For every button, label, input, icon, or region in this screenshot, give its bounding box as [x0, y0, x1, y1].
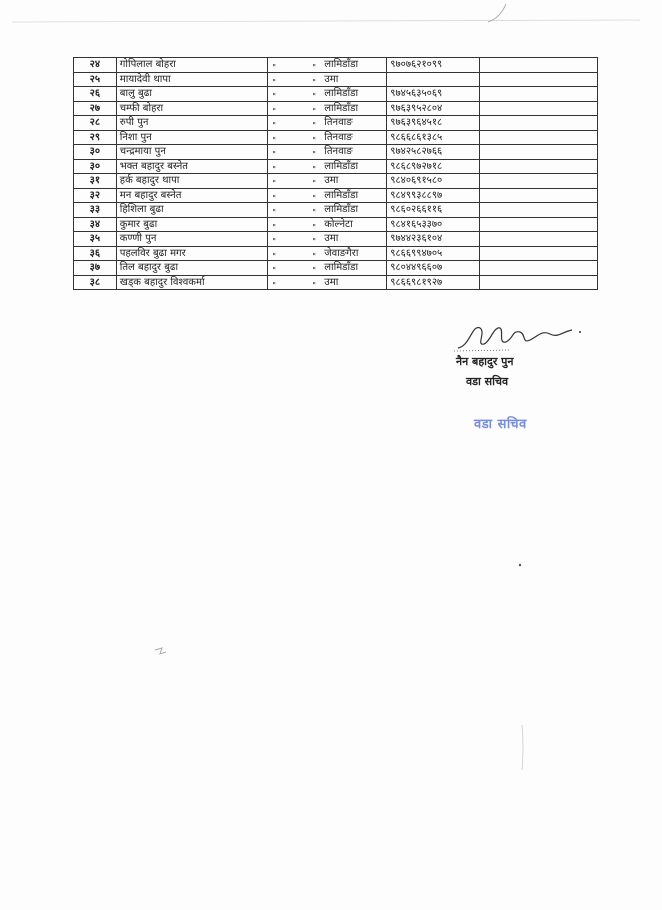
ditto-mark: ": [272, 106, 276, 116]
person-name: मायादेवी थापा: [116, 72, 267, 87]
phone-number: ९७४५६३५०६९: [387, 87, 480, 102]
ditto-mark: ": [312, 63, 316, 72]
empty-cell: [479, 246, 597, 261]
roster-body: [74, 58, 598, 290]
address-cell: [268, 116, 387, 131]
empty-cell: [479, 101, 597, 116]
serial-number: २६: [74, 87, 117, 102]
header-rule-marks: [0, 0, 662, 40]
place-name: लामिडाँडा: [324, 189, 359, 201]
place-name: कोल्नेटा: [324, 218, 353, 230]
place-name: उमा: [324, 175, 339, 186]
serial-number: २५: [74, 72, 117, 87]
table-row: [74, 130, 598, 145]
ditto-mark: ": [272, 222, 276, 232]
serial-number: ३०: [74, 159, 117, 174]
address-cell: [268, 101, 387, 116]
table-row: [74, 217, 598, 232]
ditto-mark: ": [272, 63, 276, 72]
ditto-mark: ": [272, 280, 276, 290]
empty-cell: [479, 87, 597, 102]
table-row: [74, 101, 598, 116]
person-name: कुमार बुढा: [116, 217, 267, 232]
table-row: [74, 203, 598, 218]
phone-number: ९७०७६२१०९९: [387, 58, 480, 73]
place-name: लामिडाँडा: [324, 204, 359, 215]
empty-cell: [479, 275, 597, 290]
serial-number: २८: [74, 116, 117, 131]
ditto-mark: ": [312, 135, 316, 145]
scratch-mark: [512, 720, 532, 780]
ditto-mark: ": [312, 179, 316, 188]
person-name: रुपी पुन: [116, 116, 267, 131]
ditto-mark: ": [312, 237, 316, 246]
ditto-mark: ": [272, 135, 276, 145]
person-name: भक्त बहादुर बस्नेत: [116, 159, 267, 174]
empty-cell: [479, 145, 597, 160]
empty-cell: [479, 232, 597, 247]
place-name: जेवाङगैरा: [324, 247, 359, 259]
ditto-mark: ": [272, 92, 276, 101]
table-row: [74, 188, 598, 203]
serial-number: ३७: [74, 261, 117, 276]
table-row: [74, 261, 598, 276]
ditto-mark: ": [272, 237, 276, 246]
ditto-mark: ": [272, 150, 276, 159]
ditto-mark: ": [272, 193, 276, 203]
ditto-mark: ": [312, 251, 316, 261]
address-cell: [268, 72, 387, 87]
ditto-mark: ": [312, 106, 316, 116]
serial-number: ३४: [74, 217, 117, 232]
address-cell: [268, 87, 387, 102]
phone-number: ९७६३९५२८०४: [387, 101, 480, 116]
serial-number: ३१: [74, 174, 117, 189]
person-name: पहलविर बुढा मगर: [116, 246, 267, 261]
place-name: लामिडाँडा: [324, 102, 359, 114]
empty-cell: [479, 261, 597, 276]
phone-number: ९८६८९७२७१८: [387, 159, 480, 174]
ditto-mark: ": [312, 193, 316, 203]
phone-number: ९८४९९३८८९७: [387, 188, 480, 203]
empty-cell: [479, 116, 597, 131]
ditto-mark: ": [312, 208, 316, 217]
place-name: उमा: [324, 233, 339, 244]
serial-number: ३६: [74, 246, 117, 261]
ditto-mark: ": [312, 92, 316, 101]
address-cell: [268, 217, 387, 232]
ditto-mark: ": [272, 179, 276, 188]
table-row: [74, 72, 598, 87]
ditto-mark: ": [312, 222, 316, 232]
smudge-mark: [150, 640, 180, 660]
table-row: [74, 232, 598, 247]
place-name: लामिडाँडा: [324, 59, 359, 70]
empty-cell: [479, 72, 597, 87]
phone-number: ९८६६९९४७०५: [387, 246, 480, 261]
address-cell: [268, 203, 387, 218]
ditto-mark: ": [312, 266, 316, 275]
address-cell: [268, 58, 387, 73]
ditto-mark: ": [312, 77, 316, 87]
phone-number: ९८६६९८१९२७: [387, 275, 480, 290]
empty-cell: [479, 203, 597, 218]
phone-number: ९८०४४९६६०७: [387, 261, 480, 276]
empty-cell: [479, 188, 597, 203]
phone-number: ९७६३९६४५१८: [387, 116, 480, 131]
phone-number: ९७४२५८२७६६: [387, 145, 480, 160]
address-cell: [268, 261, 387, 276]
phone-number: ९८६०२६६११६: [387, 203, 480, 218]
empty-cell: [479, 217, 597, 232]
roster-table: [73, 57, 598, 290]
serial-number: २९: [74, 130, 117, 145]
person-name: चम्फी बोहरा: [116, 101, 267, 116]
empty-cell: [479, 159, 597, 174]
signature-scribble: [450, 318, 600, 354]
ward-secretary-stamp: वडा सचिव: [474, 417, 527, 432]
person-name: हिशिला बुढा: [116, 203, 267, 218]
address-cell: [268, 174, 387, 189]
ditto-mark: ": [312, 121, 316, 130]
serial-number: २७: [74, 101, 117, 116]
person-name: खड्क बहादुर विश्वकर्मा: [116, 275, 267, 290]
address-cell: [268, 159, 387, 174]
person-name: कण्णी पुन: [116, 232, 267, 247]
phone-number: ९८४०६९१५८०: [387, 174, 480, 189]
ditto-mark: ": [272, 266, 276, 275]
place-name: तिनवाङ: [324, 131, 353, 143]
ditto-mark: ": [272, 77, 276, 87]
empty-cell: [479, 58, 597, 73]
serial-number: ३८: [74, 275, 117, 290]
table-row: [74, 174, 598, 189]
serial-number: ३३: [74, 203, 117, 218]
ditto-mark: ": [312, 164, 316, 174]
person-name: हर्क बहादुर थापा: [116, 174, 267, 189]
person-name: बालु बुढा: [116, 87, 267, 102]
person-name: मन बहादुर बस्नेत: [116, 188, 267, 203]
ditto-mark: ": [272, 251, 276, 261]
serial-number: ३०: [74, 145, 117, 160]
table-row: [74, 275, 598, 290]
phone-number: [387, 72, 480, 87]
address-cell: [268, 145, 387, 160]
dot-mark: [510, 555, 530, 575]
serial-number: ३५: [74, 232, 117, 247]
phone-number: ९८४१६५३३७०: [387, 217, 480, 232]
person-name: चन्द्रमाया पुन: [116, 145, 267, 160]
person-name: तिल बहादुर बुढा: [116, 261, 267, 276]
place-name: लामिडाँडा: [324, 160, 359, 172]
ditto-mark: ": [272, 121, 276, 130]
place-name: तिनवाङ: [324, 146, 353, 157]
ditto-mark: ": [272, 164, 276, 174]
phone-number: ९८६६८६१३८५: [387, 130, 480, 145]
signatory-name: नैन बहादुर पुन: [456, 355, 514, 368]
empty-cell: [479, 174, 597, 189]
address-cell: [268, 232, 387, 247]
table-row: [74, 116, 598, 131]
place-name: उमा: [324, 276, 339, 288]
person-name: गोपिलाल बोहरा: [116, 58, 267, 73]
person-name: निशा पुन: [116, 130, 267, 145]
ditto-mark: ": [312, 150, 316, 159]
table-row: [74, 246, 598, 261]
table-row: [74, 58, 598, 73]
address-cell: [268, 246, 387, 261]
ditto-mark: ": [312, 280, 316, 290]
place-name: तिनवाङ: [324, 117, 353, 128]
serial-number: ३२: [74, 188, 117, 203]
place-name: लामिडाँडा: [324, 88, 359, 99]
place-name: उमा: [324, 73, 339, 85]
address-cell: [268, 275, 387, 290]
address-cell: [268, 130, 387, 145]
signatory-title: वडा सचिव: [466, 375, 509, 388]
empty-cell: [479, 130, 597, 145]
phone-number: ९७४४२३६१०४: [387, 232, 480, 247]
table-row: [74, 87, 598, 102]
serial-number: २४: [74, 58, 117, 73]
signature-block: [450, 318, 600, 408]
address-cell: [268, 188, 387, 203]
ditto-mark: ": [272, 208, 276, 217]
place-name: लामिडाँडा: [324, 262, 359, 273]
table-row: [74, 159, 598, 174]
table-row: [74, 145, 598, 160]
